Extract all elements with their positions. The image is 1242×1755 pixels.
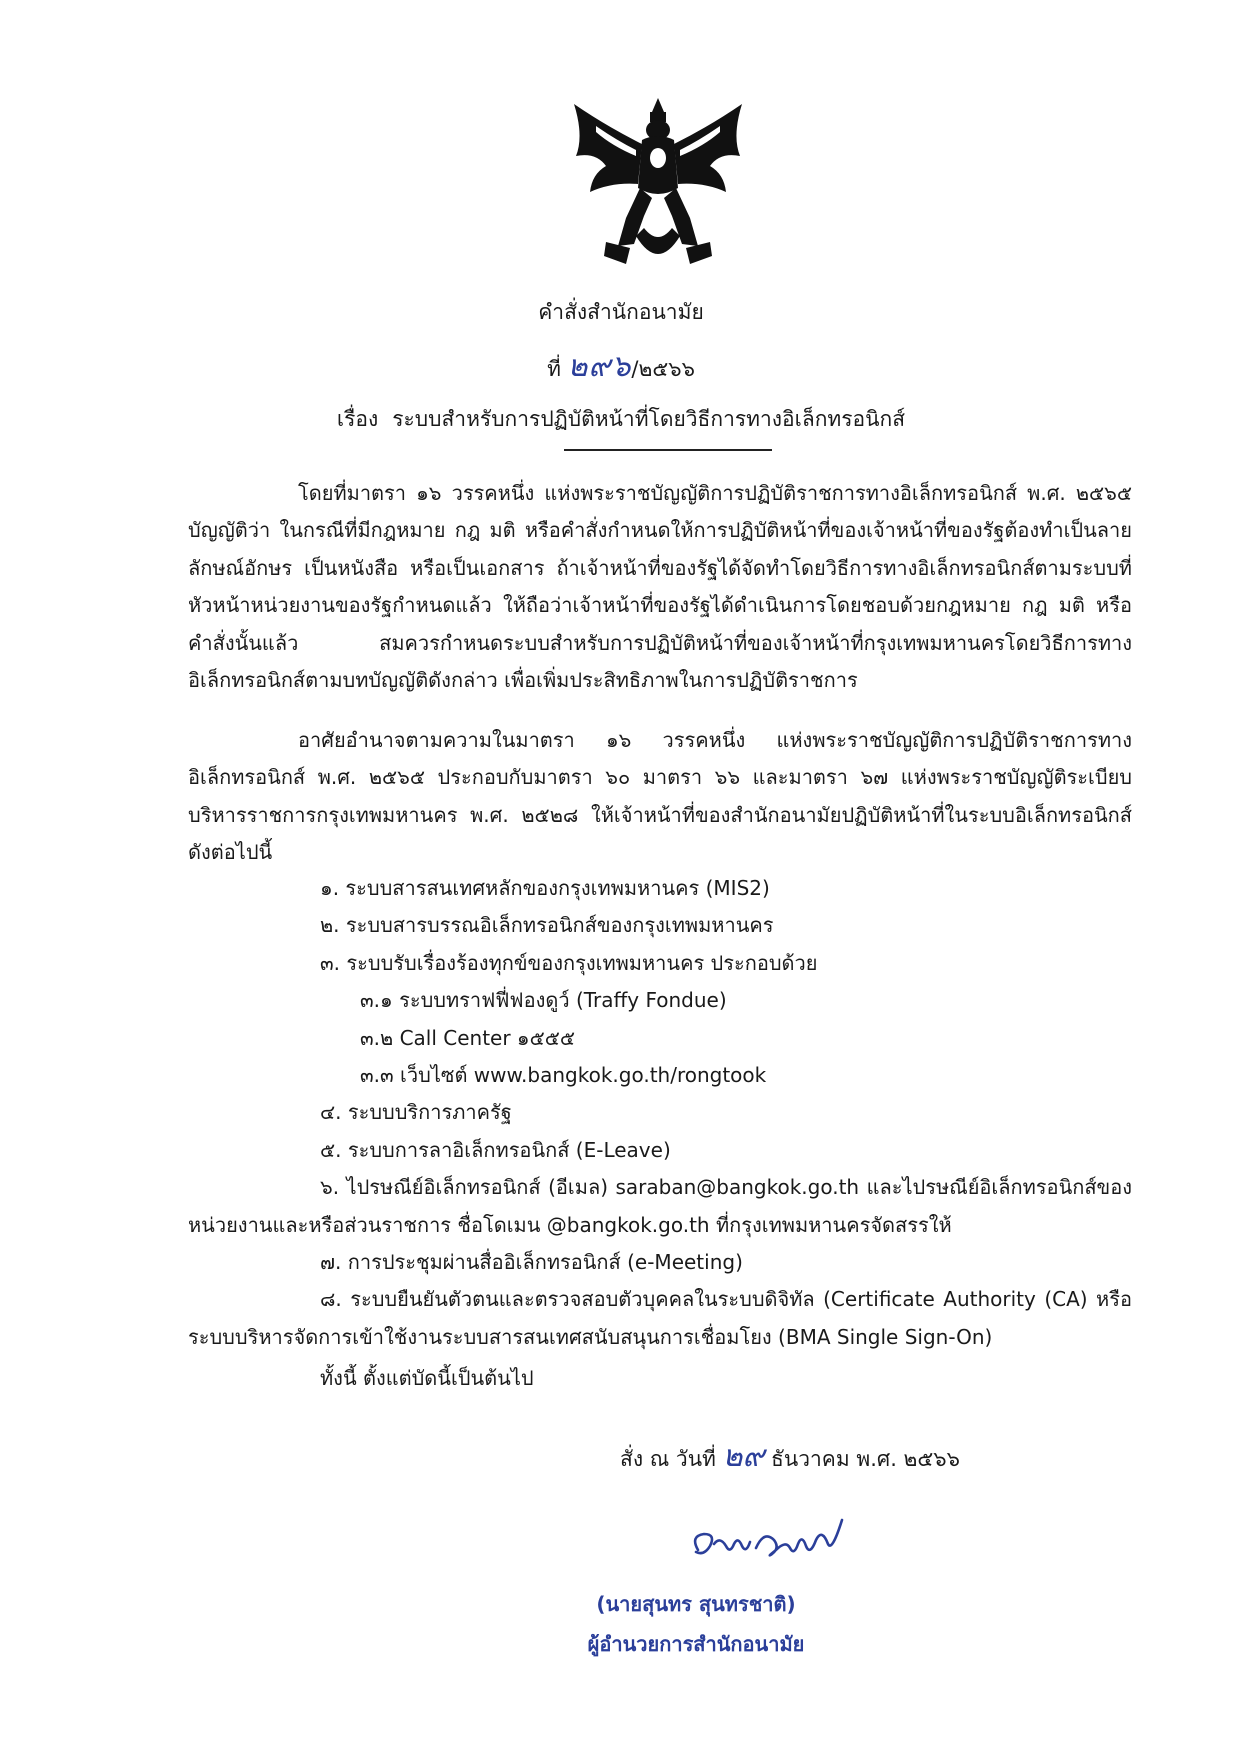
order-title: คำสั่งสำนักอนามัย xyxy=(538,300,704,324)
subject-label: เรื่อง xyxy=(336,407,379,431)
list-subitem: ๓.๓ เว็บไซต์ www.bangkok.go.th/rongtook xyxy=(360,1063,767,1088)
list-item: ๘. ระบบยืนยันตัวตนและตรวจสอบตัวบุคคลในระบบดิจิทัล (Certificate Authority (CA) หรือระบบบริหารจัดการเข้าใช้งานระบบสารสนเทศสนับสนุนการเชื่อมโยง (BMA Single Sign-On) xyxy=(188,1287,1132,1349)
preamble-paragraph xyxy=(188,475,1132,699)
list-subitem: ๓.๑ ระบบทราฟฟี่ฟองดูว์ (Traffy Fondue) xyxy=(360,988,727,1013)
number-prefix: ที่ xyxy=(547,357,561,381)
authority-paragraph xyxy=(188,722,1132,872)
order-number xyxy=(0,343,1242,390)
closing-line: ทั้งนี้ ตั้งแต่บัดนี้เป็นต้นไป xyxy=(320,1366,534,1391)
list-item: ๑. ระบบสารสนเทศหลักของกรุงเทพมหานคร (MIS2) xyxy=(320,876,770,900)
number-suffix: /๒๕๖๖ xyxy=(631,357,695,381)
date-prefix: สั่ง ณ วันที่ xyxy=(620,1447,716,1471)
date-day-handwritten: ๒๙ xyxy=(722,1439,765,1474)
list-item: ๒. ระบบสารบรรณอิเล็กทรอนิกส์ของกรุงเทพมหานคร xyxy=(320,913,774,938)
signer-position: ผู้อำนวยการสำนักอนามัย xyxy=(587,1632,805,1656)
title-divider xyxy=(564,449,772,451)
order-subject xyxy=(0,403,1242,436)
signer-name: (นายสุนทร สุนทรชาติ) xyxy=(596,1592,796,1616)
list-subitem: ๓.๒ Call Center ๑๕๕๕ xyxy=(360,1025,576,1050)
list-item: ๕. ระบบการลาอิเล็กทรอนิกส์ (E-Leave) xyxy=(320,1137,671,1162)
number-handwritten: ๒๙๖ xyxy=(567,349,632,384)
list-item: ๓. ระบบรับเรื่องร้องทุกข์ของกรุงเทพมหานคร ประกอบด้วย xyxy=(320,950,818,975)
list-item: ๖. ไปรษณีย์อิเล็กทรอนิกส์ (อีเมล) saraban@bangkok.go.th และไปรษณีย์อิเล็กทรอนิกส์ของหน่วยงานและหรือส่วนราชการ ชื่อโดเมน @bangkok.go.th ที่กรุงเทพมหานครจัดสรรให้ xyxy=(188,1175,1132,1237)
list-item: ๗. การประชุมผ่านสื่ออิเล็กทรอนิกส์ (e-Meeting) xyxy=(320,1250,743,1275)
system-list xyxy=(188,870,1132,1398)
garuda-emblem-icon xyxy=(566,96,750,272)
subject-text: ระบบสำหรับการปฏิบัติหน้าที่โดยวิธีการทางอิเล็กทรอนิกส์ xyxy=(392,407,906,431)
date-month-year: ธันวาคม พ.ศ. ๒๕๖๖ xyxy=(771,1447,960,1471)
list-item: ๔. ระบบบริการภาครัฐ xyxy=(320,1100,512,1125)
paragraph-2: อาศัยอำนาจตามความในมาตรา ๑๖ วรรคหนึ่ง แห่งพระราชบัญญัติการปฏิบัติราชการทางอิเล็กทรอนิกส์ พ.ศ. ๒๕๖๕ ประกอบกับมาตรา ๖๐ มาตรา ๖๖ และมาตรา ๖๗ แห่งพระราชบัญญัติระเบียบบริหารราชการกรุงเทพมหานคร พ.ศ. ๒๕๒๘ ให้เจ้าหน้าที่ของสำนักอนามัยปฏิบัติหน้าที่ในระบบอิเล็กทรอนิกส์ ดังต่อไปนี้ xyxy=(188,728,1132,865)
signature-icon xyxy=(686,1500,866,1570)
order-date xyxy=(620,1433,960,1480)
paragraph-1: โดยที่มาตรา ๑๖ วรรคหนึ่ง แห่งพระราชบัญญัติการปฏิบัติราชการทางอิเล็กทรอนิกส์ พ.ศ. ๒๕๖๕ บัญญัติว่า ในกรณีที่มีกฎหมาย กฎ มติ หรือคำสั่งกำหนดให้การปฏิบัติหน้าที่ของเจ้าหน้าที่ของรัฐต้องทำเป็นลายลักษณ์อักษร เป็นหนังสือ หรือเป็นเอกสาร ถ้าเจ้าหน้าที่ของรัฐได้จัดทำโดยวิธีการทางอิเล็กทรอนิกส์ตามระบบที่หัวหน้าหน่วยงานของรัฐกำหนดแล้ว ให้ถือว่าเจ้าหน้าที่ของรัฐได้ดำเนินการโดยชอบด้วยกฎหมาย กฎ มติ หรือคำสั่งนั้นแล้ว สมควรกำหนดระบบสำหรับการปฏิบัติหน้าที่ของเจ้าหน้าที่กรุงเทพมหานครโดยวิธีการทางอิเล็กทรอนิกส์ตามบทบัญญัติดังกล่าว เพื่อเพิ่มประสิทธิภาพในการปฏิบัติราชการ xyxy=(188,481,1132,693)
